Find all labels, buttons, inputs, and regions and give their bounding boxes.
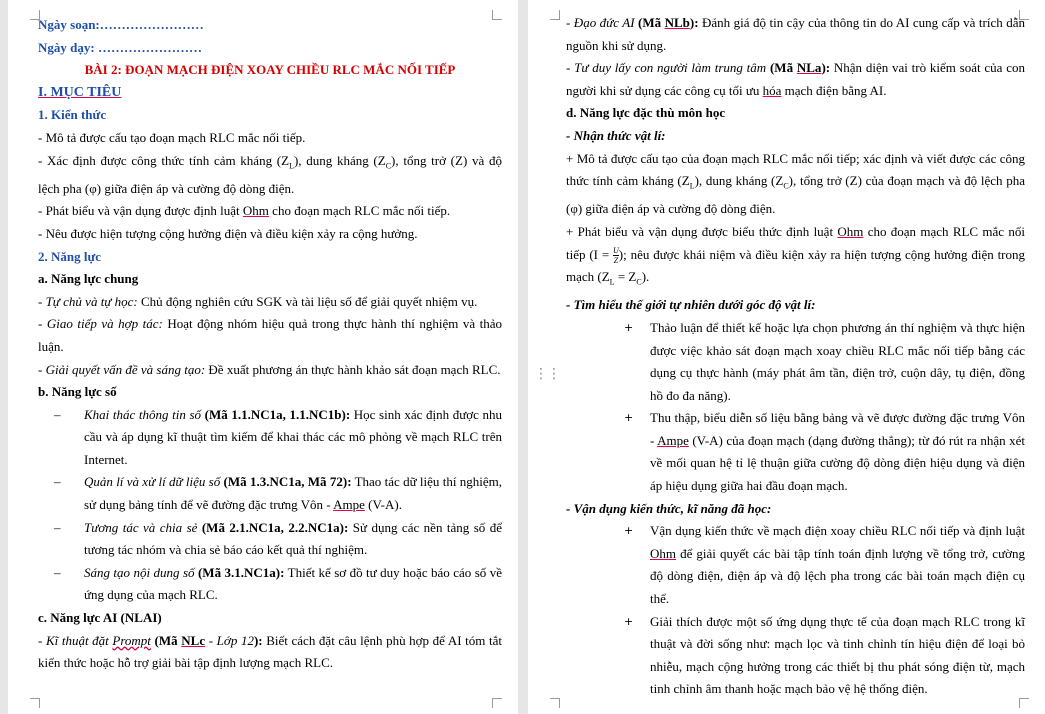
spellcheck-word: NLa — [796, 60, 822, 76]
apply-item[interactable] — [566, 520, 1025, 610]
spellcheck-word: NLc — [181, 632, 206, 648]
digital-item[interactable] — [54, 404, 502, 472]
text-run: Biết cách đặt câu lệnh phù hợp để AI tóm tắt kiến thức hoặc hỗ trợ giải bài tập định lượng mạch RLC. — [38, 632, 502, 671]
text-run: + Mô tả được cấu tạo của đoạn mạch RLC mắc nối tiếp; xác định và viết được các công thức tính cảm kháng (Z — [566, 150, 1025, 189]
item-label: Lớp 12 — [216, 632, 254, 648]
text-run: ), tổng trở (Z) và độ lệch pha (φ) giữa điện áp và cường độ dòng điện. — [38, 152, 502, 196]
digital-item[interactable] — [54, 517, 502, 562]
digital-item[interactable] — [54, 562, 502, 607]
text-run: Sử dụng các nền tảng số để tương tác nhóm và chia sẻ báo cáo kết quả thí nghiệm. — [84, 519, 502, 558]
item-code: (Mã 2.1.NC1a, 2.2.NC1a): — [197, 519, 349, 535]
text-run: ), dung kháng (Z — [694, 173, 784, 189]
item-label: - Tự chủ và tự học: — [38, 293, 138, 309]
spellcheck-word: hóa — [762, 82, 782, 98]
drag-handle-icon[interactable]: ⋮⋮ — [534, 366, 560, 382]
subscript: C — [783, 181, 789, 191]
text-run: Vận dụng kiến thức về mạch điện xoay chiều RLC nối tiếp và định luật — [650, 523, 1025, 539]
competence-item[interactable] — [38, 313, 502, 358]
text-run: Hoạt động nhóm hiệu quả trong thực hành thí nghiệm và thảo luận. — [38, 316, 502, 354]
text-run: Thu thập, biểu diễn số liệu bằng bảng và vẽ được đường đặc trưng Vôn - — [650, 410, 1025, 448]
spellcheck-word: Ohm — [650, 545, 676, 561]
item-label: Tương tác và chia sẻ — [84, 519, 198, 535]
text-run: Thao tác dữ liệu thí nghiệm, sử dụng bảng tính để vẽ đường đặc trưng Vôn - — [84, 474, 502, 513]
item-code: (Mã 1.3.NC1a, Mã 72): — [220, 474, 352, 490]
item-code: (Mã — [150, 632, 182, 648]
item-label: - Giao tiếp và hợp tác: — [38, 316, 163, 332]
heading-subject-competence[interactable]: d. Năng lực đặc thù môn học — [566, 105, 726, 121]
date-taught[interactable]: Ngày dạy: …………………… — [38, 39, 202, 55]
text-run: cho đoạn mạch RLC mắc nối tiếp (I = — [566, 223, 1025, 262]
heading-general-competence[interactable]: a. Năng lực chung — [38, 271, 139, 287]
explore-item[interactable]: + Thảo luận để thiết kế hoặc lựa chọn phương án thí nghiệm và thực hiện được việc khảo sát đoạn mạch xoay chiều RLC mắc nối tiếp bằng các dụng cụ thực hành (máy phát âm tần, điện trở, cuộn dây, tụ điện, đồng hồ đo đa năng). — [566, 317, 1025, 407]
knowledge-item[interactable] — [38, 200, 502, 223]
item-label: - Đạo đức AI — [566, 15, 635, 30]
digital-item[interactable] — [54, 471, 502, 516]
text-run: + Phát biểu và vận dụng được biểu thức định luật — [566, 223, 838, 239]
knowledge-item[interactable] — [38, 150, 502, 201]
heading-digital-competence[interactable]: b. Năng lực số — [38, 384, 117, 400]
item-code: (Mã — [766, 60, 797, 76]
item-code: ): — [689, 15, 699, 30]
ai-item[interactable] — [566, 12, 1025, 57]
text-run: (V-A) của đoạn mạch (dạng đường thẳng); từ đó rút ra nhận xét về mối quan hệ tỉ lệ thuận giữa cường độ dòng điện hiệu dụng và điện áp hiệu dụng giữa hai đầu đoạn mạch. — [650, 432, 1025, 494]
text-run: ), dung kháng (Z — [293, 152, 386, 168]
text-run: - Phát biểu và vận dụng được định luật — [38, 203, 243, 219]
item-label: Khai thác thông tin số — [84, 406, 202, 422]
text-run: cho đoạn mạch RLC mắc nối tiếp. — [268, 203, 451, 219]
competence-item[interactable] — [38, 359, 502, 382]
page-corner-mark — [492, 698, 502, 708]
apply-item[interactable]: + Giải thích được một số ứng dụng thực tế của đoạn mạch RLC trong kĩ thuật và đời sống như: mạch lọc và tinh chỉnh tín hiệu điện để loại bỏ nhiễu, mạch cộng hưởng trong các thiết bị thu phát sóng điện từ, mạch tinh chỉnh âm thanh hoặc mạch bảo vệ hệ thống điện. — [566, 611, 1025, 701]
item-label: - Tư duy lấy con người làm trung tâm — [566, 60, 767, 76]
page-corner-mark — [492, 10, 502, 20]
spellcheck-word: Ohm — [837, 223, 864, 239]
subsection-knowledge[interactable]: 1. Kiến thức — [38, 107, 107, 123]
lesson-title[interactable]: BÀI 2: ĐOẠN MẠCH ĐIỆN XOAY CHIỀU RLC MẮC NỐI TIẾP — [84, 62, 456, 78]
text-run: ). — [641, 269, 650, 285]
cognition-item[interactable] — [566, 221, 1025, 294]
item-label: - Kĩ thuật đặt — [38, 632, 113, 648]
item-label: - Giải quyết vấn đề và sáng tạo: — [38, 361, 206, 377]
text-run: - Xác định được công thức tính cảm kháng (Z — [38, 152, 290, 168]
explore-item[interactable] — [566, 407, 1025, 497]
text-run: Chủ động nghiên cứu SGK và tài liệu số để giải quyết nhiệm vụ. — [137, 293, 478, 309]
item-code: ): — [821, 60, 831, 76]
subsection-competence[interactable]: 2. Năng lực — [38, 248, 102, 264]
section-heading-text: I. MỤC TIÊU — [38, 84, 122, 100]
text-run: để giải quyết các bài tập tính toán định lượng về tổng trở, cường độ dòng điện, điện áp và độ lệch pha trong các bài toán mạch điện cụ thể. — [650, 545, 1025, 607]
cognition-item[interactable] — [566, 148, 1025, 221]
date-prepared[interactable]: Ngày soạn:…………………… — [38, 17, 204, 32]
page-corner-mark — [1019, 10, 1029, 20]
spellcheck-word: Prompt — [112, 632, 151, 648]
ai-item[interactable] — [38, 630, 502, 675]
subscript: L — [289, 161, 294, 171]
document-page-right — [528, 0, 1045, 714]
heading-apply-knowledge[interactable]: - Vận dụng kiến thức, kĩ năng đã học: — [566, 500, 772, 516]
item-code: (Mã 1.1.NC1a, 1.1.NC1b): — [201, 406, 351, 422]
item-label: Sáng tạo nội dung số — [84, 564, 195, 580]
knowledge-item[interactable]: - Mô tả được cấu tạo đoạn mạch RLC mắc nối tiếp. — [38, 129, 306, 145]
competence-item[interactable] — [38, 291, 502, 314]
page-corner-mark — [30, 698, 40, 708]
heading-physics-cognition[interactable]: - Nhận thức vật lí: — [566, 127, 666, 143]
spellcheck-word: Ampe — [657, 432, 689, 448]
item-code: (Mã 3.1.NC1a): — [194, 564, 285, 580]
page-corner-mark — [550, 698, 560, 708]
text-run: ); nêu được khái niệm và điều kiện xảy ra hiện tượng cộng hưởng điện trong mạch (Z — [566, 246, 1026, 285]
spellcheck-word: NLb — [664, 15, 690, 30]
text-run: (V-A). — [364, 497, 402, 513]
fraction-numerator: U — [613, 246, 619, 256]
page-corner-mark — [550, 10, 560, 20]
text-run: ), tổng trở (Z) của đoạn mạch và độ lệch pha (φ) giữa điện áp và cường độ dòng điện. — [566, 173, 1026, 217]
subscript: C — [385, 161, 392, 171]
subscript: L — [689, 181, 695, 191]
text-run: Đánh giá độ tin cậy của thông tin do AI cung cấp và trích dẫn nguồn khi sử dụng. — [566, 15, 1025, 53]
document-page-left — [8, 0, 518, 714]
text-run: Nhận diện vai trò kiểm soát của con người khi sử dụng các công cụ tối ưu — [566, 60, 1026, 98]
ai-item[interactable] — [566, 57, 1025, 102]
subscript: L — [609, 277, 615, 287]
text-run: Thiết kế sơ đồ tư duy hoặc báo cáo số về ứng dụng của mạch RLC. — [84, 564, 502, 603]
item-code: (Mã — [634, 15, 665, 30]
spellcheck-word: Ohm — [242, 203, 269, 219]
knowledge-item[interactable]: - Nêu được hiện tượng cộng hưởng điện và điều kiện xảy ra cộng hưởng. — [38, 225, 418, 241]
heading-explore-nature[interactable]: - Tìm hiểu thế giới tự nhiên dưới góc độ vật lí: — [566, 297, 816, 313]
text-run: Đề xuất phương án thực hành khảo sát đoạn mạch RLC. — [205, 361, 501, 377]
heading-ai-competence[interactable]: c. Năng lực AI (NLAI) — [38, 610, 162, 626]
item-code: ): — [253, 632, 263, 648]
page-corner-mark — [30, 10, 40, 20]
spellcheck-word: Ampe — [333, 497, 365, 513]
text-run: = Z — [614, 269, 637, 285]
text-run: Học sinh xác định được nhu cầu và áp dụng kĩ thuật tìm kiếm để khai thác các mô phỏng về mạch RLC trên Internet. — [84, 406, 503, 467]
text-run: mạch điện bằng AI. — [781, 82, 887, 98]
text-run: - — [205, 632, 217, 648]
subscript: C — [636, 277, 642, 287]
item-label: Quản lí và xử lí dữ liệu số — [84, 474, 221, 490]
section-heading-objectives[interactable] — [38, 82, 502, 105]
fraction-denominator: Z — [613, 256, 619, 266]
